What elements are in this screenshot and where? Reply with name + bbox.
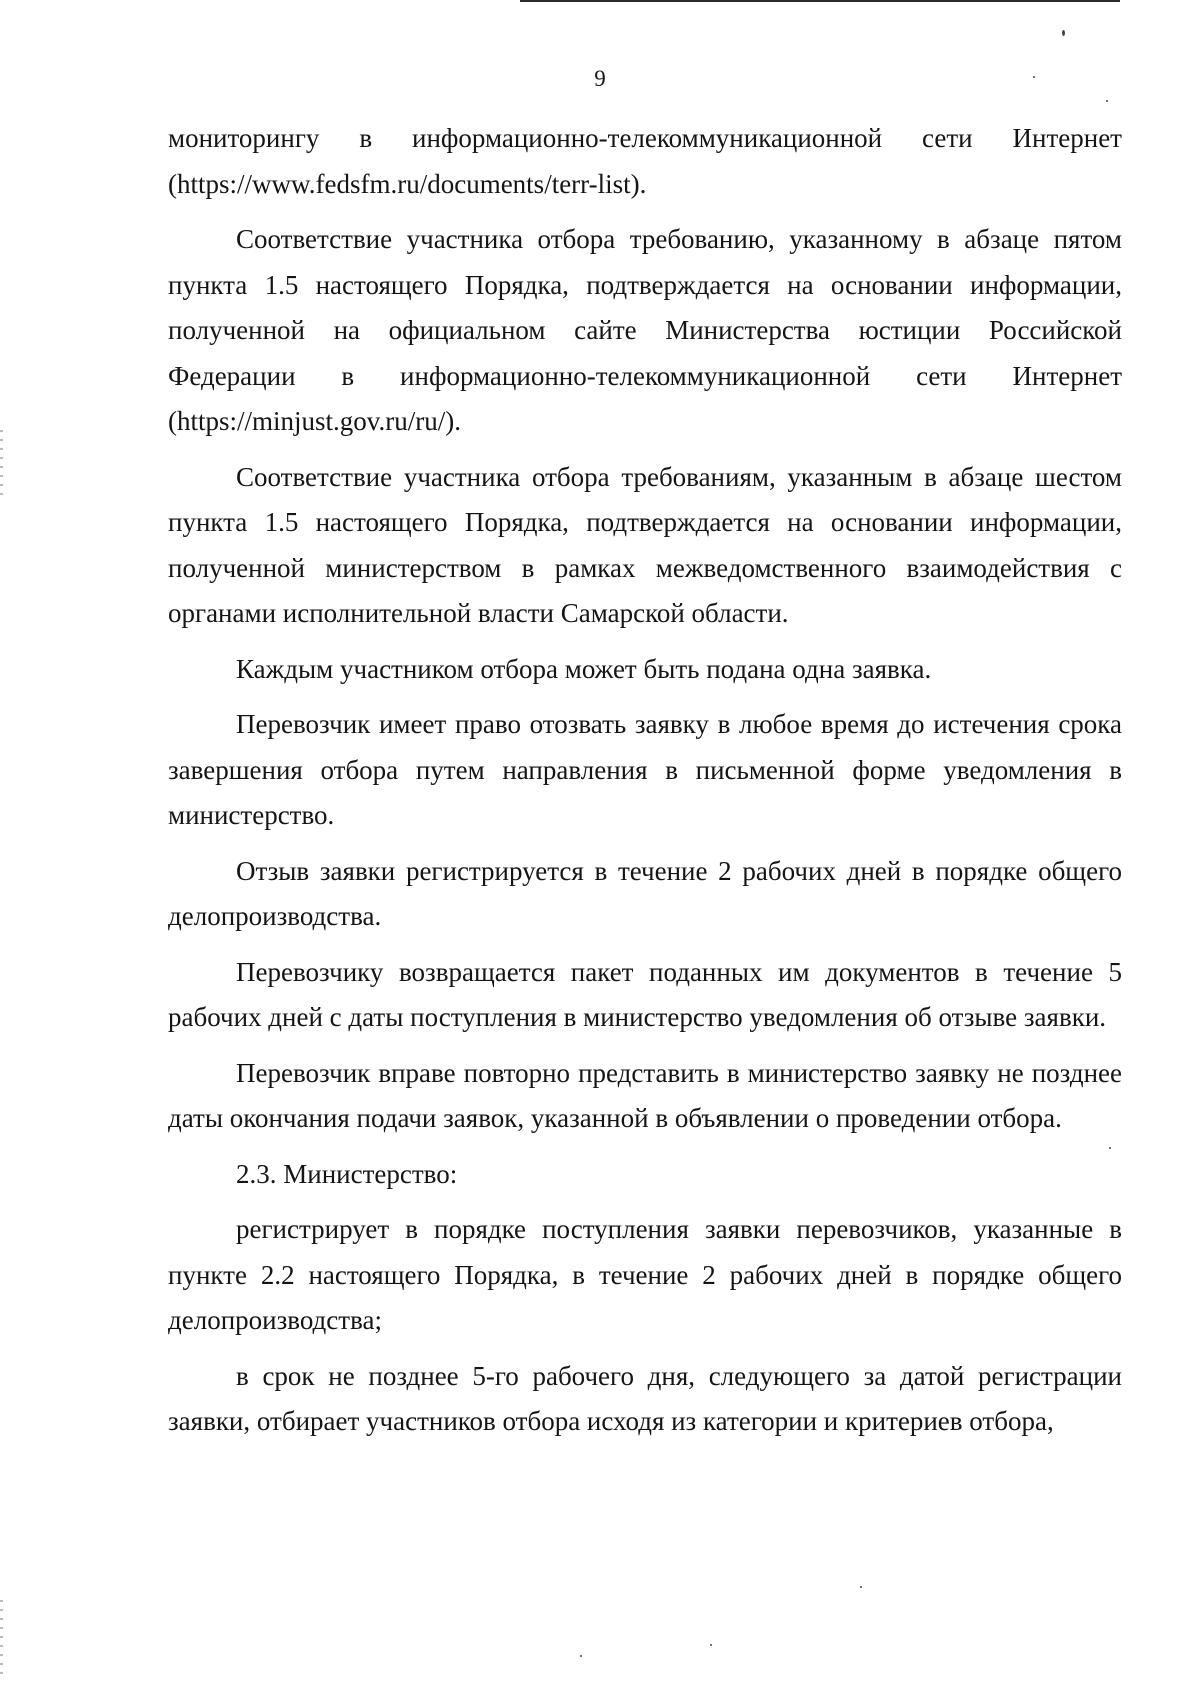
paragraph: Каждым участником отбора может быть подана одна заявка. — [236, 653, 932, 684]
page-number: 9 — [594, 66, 606, 91]
paragraph: Перевозчику возвращается пакет поданных им документов в течение 5 рабочих дней с даты поступления в министерство уведомления об отзыве заявки. — [168, 956, 1122, 1032]
scan-speck — [1106, 100, 1108, 102]
scan-edge-noise — [0, 1600, 3, 1680]
scan-speck — [710, 1644, 712, 1646]
document-body — [168, 116, 1122, 1445]
scan-speck — [1062, 30, 1065, 36]
paragraph: Перевозчик имеет право отозвать заявку в любое время до истечения срока завершения отбора путем направления в письменной форме уведомления в министерство. — [168, 709, 1122, 830]
scan-edge-noise — [0, 430, 3, 500]
scan-top-edge — [520, 0, 1120, 2]
paragraph: мониторингу в информационно-телекоммуникационной сети Интернет (https://www.fedsfm.ru/documents/terr-list). — [168, 123, 1122, 199]
paragraph: в срок не позднее 5-го рабочего дня, следующего за датой регистрации заявки, отбирает участников отбора исходя из категории и критериев отбора, — [168, 1360, 1122, 1436]
paragraph: регистрирует в порядке поступления заявки перевозчиков, указанные в пункте 2.2 настоящего Порядка, в течение 2 рабочих дней в порядке общего делопроизводства; — [168, 1214, 1122, 1335]
scan-speck — [580, 1655, 582, 1657]
paragraph: Соответствие участника отбора требованиям, указанным в абзаце шестом пункта 1.5 настоящего Порядка, подтверждается на основании информации, полученной министерством в рамках межведомственного взаимодействия с органами исполнительной власти Самарской области. — [168, 461, 1122, 628]
section-heading: 2.3. Министерство: — [236, 1158, 458, 1189]
scan-speck — [860, 1586, 862, 1588]
paragraph: Отзыв заявки регистрируется в течение 2 рабочих дней в порядке общего делопроизводства. — [168, 855, 1122, 931]
paragraph: Соответствие участника отбора требованию, указанному в абзаце пятом пункта 1.5 настоящего Порядка, подтверждается на основании информации, полученной на официальном сайте Министерства юстиции Российской Федерации в информационно-телекоммуникационной сети Интернет (https://minjust.gov.ru/ru/). — [168, 224, 1122, 436]
paragraph: Перевозчик вправе повторно представить в министерство заявку не позднее даты окончания подачи заявок, указанной в объявлении о проведении отбора. — [168, 1057, 1122, 1133]
